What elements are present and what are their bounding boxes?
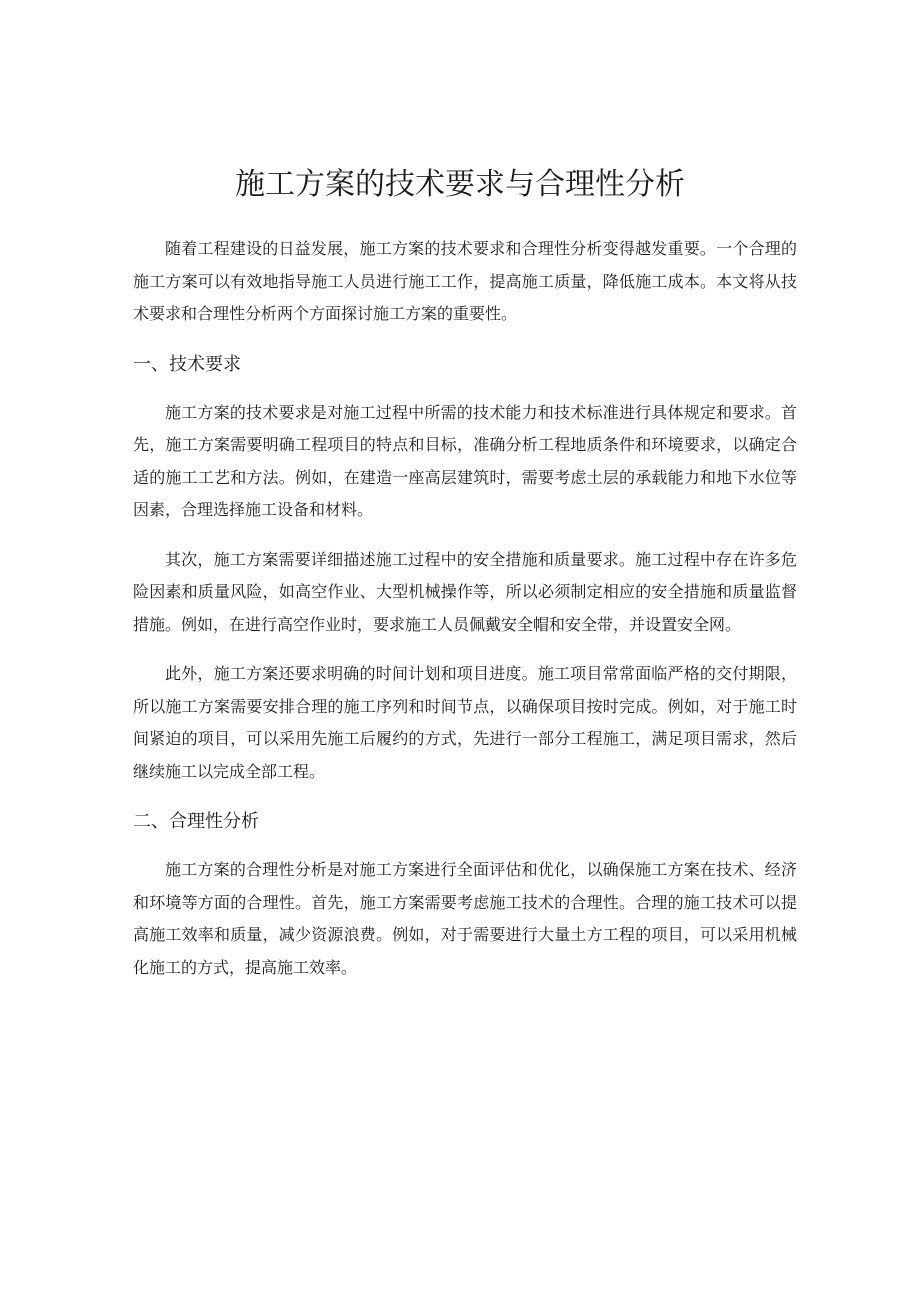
section-heading-technical-requirements: 一、技术要求 (133, 353, 241, 375)
section-2-paragraph-1: 施工方案的合理性分析是对施工方案进行全面评估和优化，以确保施工方案在技术、经济和环境等方面的合理性。首先，施工方案需要考虑施工技术的合理性。合理的施工技术可以提高施工效率和质量，减少资源浪费。例如，对于需要进行大量土方工程的项目，可以采用机械化施工的方式，提高施工效率。 (133, 860, 797, 977)
section-1-paragraph-3: 此外，施工方案还要求明确的时间计划和项目进度。施工项目常常面临严格的交付期限，所以施工方案需要安排合理的施工序列和时间节点，以确保项目按时完成。例如，对于施工时间紧迫的项目，可以采用先施工后履约的方式，先进行一部分工程施工，满足项目需求，然后继续施工以完成全部工程。 (133, 664, 797, 781)
section-1-paragraph-1: 施工方案的技术要求是对施工过程中所需的技术能力和技术标准进行具体规定和要求。首先，施工方案需要明确工程项目的特点和目标，准确分析工程地质条件和环境要求，以确定合适的施工工艺和方法。例如，在建造一座高层建筑时，需要考虑土层的承载能力和地下水位等因素，合理选择施工设备和材料。 (133, 402, 797, 519)
document-title: 施工方案的技术要求与合理性分析 (235, 167, 685, 202)
intro-paragraph: 随着工程建设的日益发展，施工方案的技术要求和合理性分析变得越发重要。一个合理的施工方案可以有效地指导施工人员进行施工工作，提高施工质量，降低施工成本。本文将从技术要求和合理性分析两个方面探讨施工方案的重要性。 (133, 239, 797, 323)
section-heading-rationality-analysis: 二、合理性分析 (133, 811, 259, 832)
document-body (133, 233, 797, 1001)
section-1-paragraph-2: 其次，施工方案需要详细描述施工过程中的安全措施和质量要求。施工过程中存在许多危险因素和质量风险，如高空作业、大型机械操作等，所以必须制定相应的安全措施和质量监督措施。例如，在进行高空作业时，要求施工人员佩戴安全帽和安全带，并设置安全网。 (133, 549, 797, 634)
